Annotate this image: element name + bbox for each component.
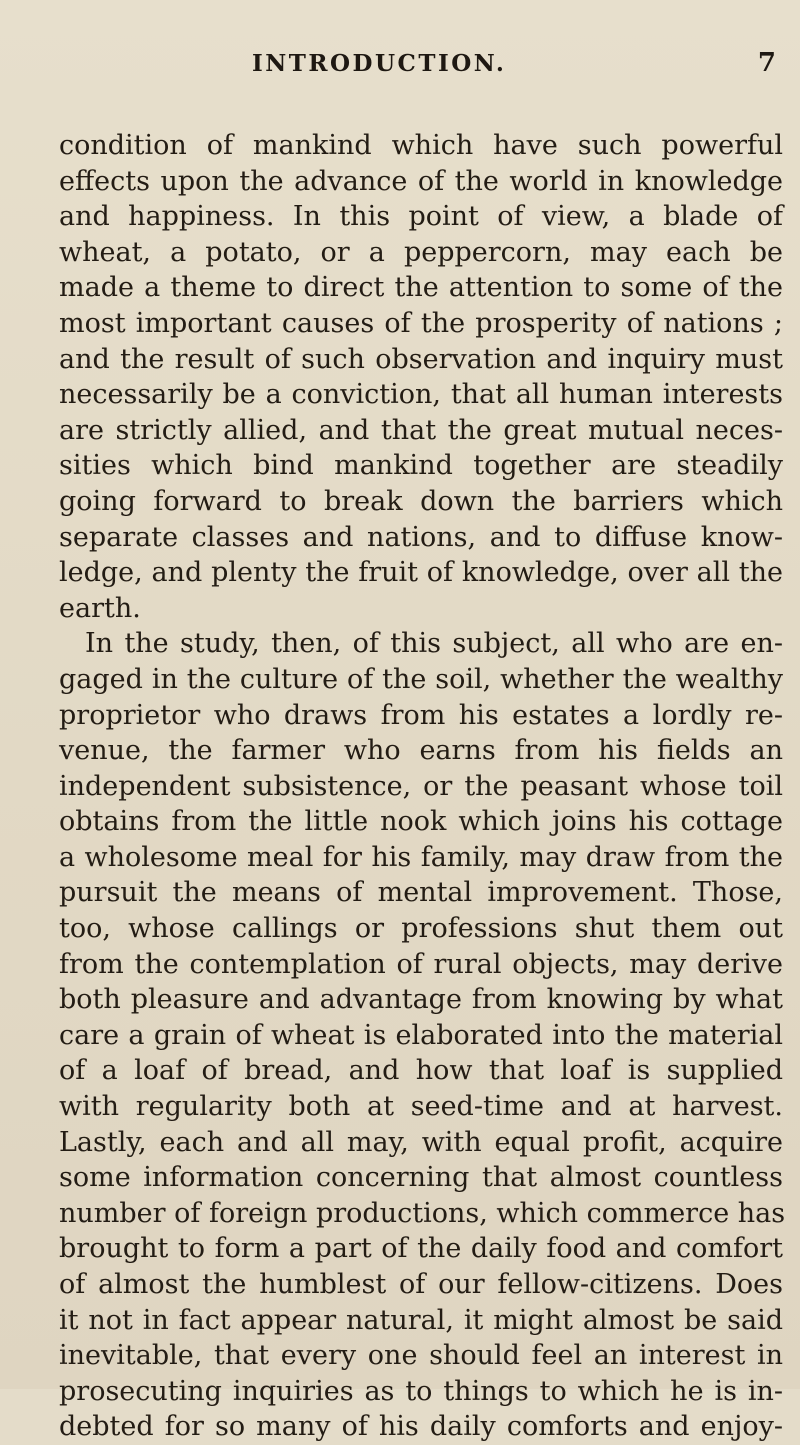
text-line: venue, the farmer who earns from his fields an [59, 735, 783, 767]
text-line: are strictly allied, and that the great mutual neces- [59, 414, 783, 446]
text-line: proprietor who draws from his estates a lordly re- [59, 699, 783, 731]
text-line: prosecuting inquiries as to things to which he is in- [59, 1375, 783, 1407]
text-line: debted for so many of his daily comforts and enjoy- [59, 1411, 783, 1443]
body-text [59, 128, 786, 1445]
text-line: and the result of such observation and inquiry must [59, 343, 783, 375]
text-line: gaged in the culture of the soil, whether the wealthy [59, 663, 783, 695]
text-line: a wholesome meal for his family, may draw from the [59, 841, 783, 873]
text-line: with regularity both at seed-time and at harvest. [59, 1091, 783, 1123]
text-line: separate classes and nations, and to diffuse know- [59, 521, 783, 553]
text-line: In the study, then, of this subject, all who are en- [85, 628, 783, 660]
text-line: necessarily be a conviction, that all human interests [59, 379, 783, 411]
text-line: wheat, a potato, or a peppercorn, may each be [59, 236, 783, 268]
text-line: independent subsistence, or the peasant whose toil [59, 770, 783, 802]
text-line: most important causes of the prosperity of nations ; [59, 307, 783, 339]
text-line: going forward to break down the barriers which [59, 485, 783, 517]
text-line: Lastly, each and all may, with equal profit, acquire [59, 1126, 783, 1158]
text-line: sities which bind mankind together are steadily [59, 450, 783, 482]
text-line: from the contemplation of rural objects, may derive [59, 948, 783, 980]
text-line: some information concerning that almost countless [59, 1162, 783, 1194]
text-line: it not in fact appear natural, it might almost be said [59, 1304, 783, 1336]
text-line: of almost the humblest of our fellow-citizens. Does [59, 1269, 783, 1300]
text-line: and happiness. In this point of view, a blade of [59, 201, 783, 233]
paragraph-1 [59, 128, 783, 626]
text-line: obtains from the little nook which joins his cottage [59, 806, 783, 838]
text-line: made a theme to direct the attention to some of the [59, 272, 783, 304]
text-line: of a loaf of bread, and how that loaf is supplied [59, 1055, 783, 1087]
text-line: both pleasure and advantage from knowing by what [59, 984, 783, 1016]
text-line: pursuit the means of mental improvement. Those, [59, 877, 783, 909]
running-head-title: INTRODUCTION. [252, 50, 507, 77]
page-number: 7 [757, 48, 776, 78]
text-line: earth. [59, 592, 141, 624]
text-line: condition of mankind which have such powerful [59, 130, 783, 161]
text-line: effects upon the advance of the world in knowledge [59, 165, 783, 197]
text-line: too, whose callings or professions shut them out [59, 913, 783, 945]
text-line: inevitable, that every one should feel an interest in [59, 1340, 783, 1372]
text-line: care a grain of wheat is elaborated into the material [59, 1019, 783, 1051]
running-head [36, 50, 776, 84]
paragraph-2 [59, 626, 786, 1445]
text-line: number of foreign productions, which commerce has [59, 1197, 786, 1229]
text-line: brought to form a part of the daily food and comfort [59, 1233, 783, 1265]
text-line: ledge, and plenty the fruit of knowledge, over all the [59, 557, 783, 589]
